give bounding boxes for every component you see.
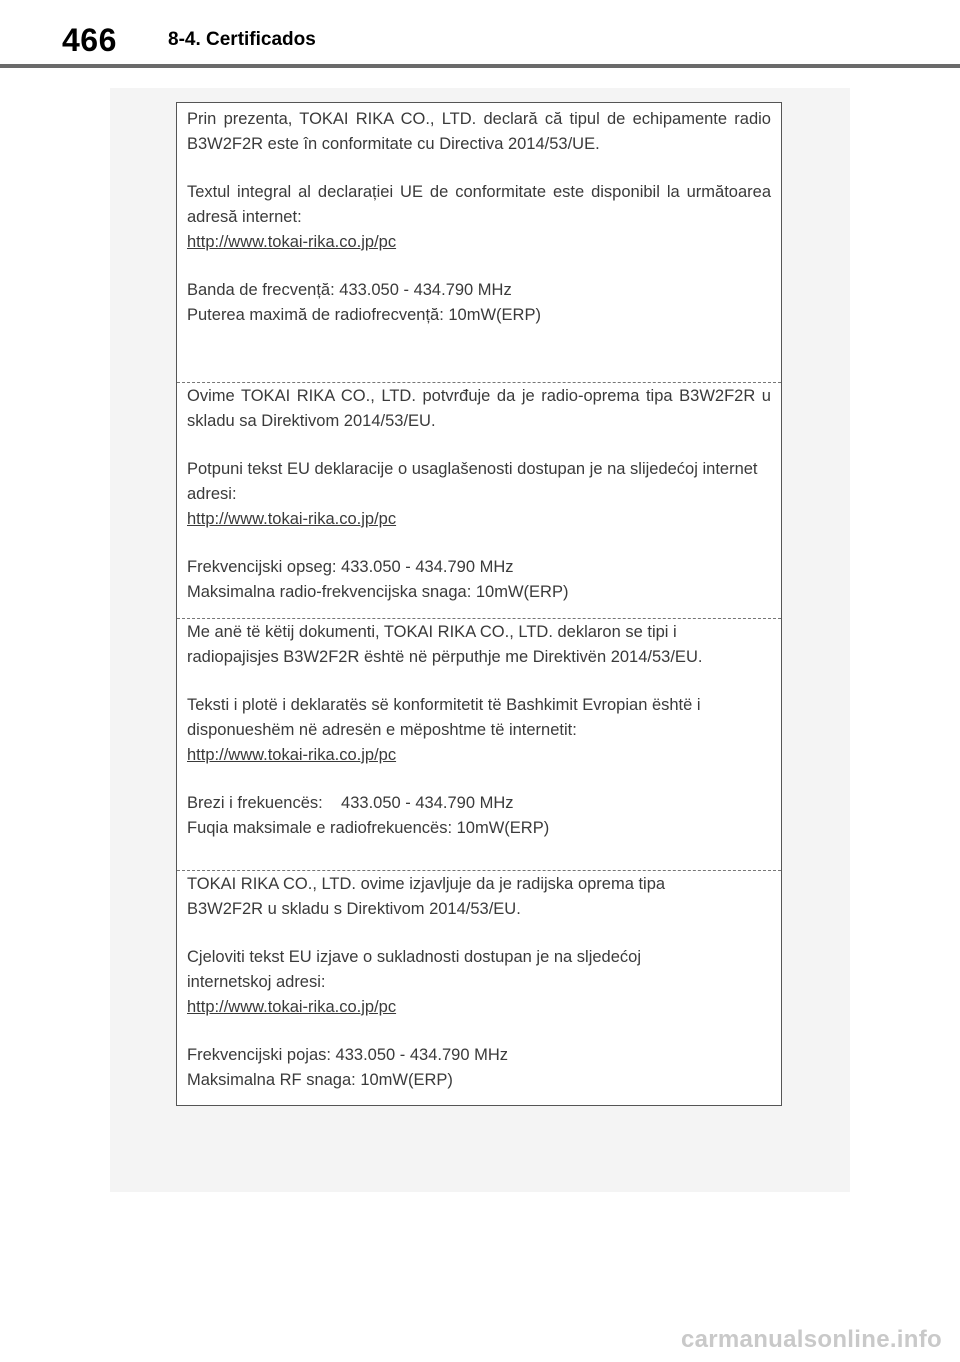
page-number: 466 (62, 22, 117, 58)
max-power: Puterea maximă de radiofrecvență: 10mW(ERP) (187, 306, 541, 324)
full-text-intro: Cjeloviti tekst EU izjave o sukladnosti dostupan je na sljedećoj internetskoj adresi: (187, 948, 641, 991)
certificate-block-romanian (177, 107, 781, 328)
page-header (0, 0, 960, 70)
full-text-intro: Teksti i plotë i deklaratës së konformitetit të Bashkimit Evropian është i disponueshëm në adresën e mëposhtme të internetit: (187, 696, 701, 739)
declaration-link[interactable]: http://www.tokai-rika.co.jp/pc (187, 998, 397, 1016)
declaration-text: Prin prezenta, TOKAI RIKA CO., LTD. declară că tipul de echipamente radio B3W2F2R este în conformitate cu Directiva 2014/53/UE. (187, 110, 771, 153)
max-power: Maksimalna RF snaga: 10mW(ERP) (187, 1071, 453, 1089)
max-power: Maksimalna radio-frekvencijska snaga: 10mW(ERP) (187, 583, 569, 601)
certificate-table (176, 102, 782, 1106)
frequency-band: Brezi i frekuencës: 433.050 - 434.790 MHz (187, 794, 514, 812)
max-power: Fuqia maksimale e radiofrekuencës: 10mW(ERP) (187, 819, 550, 837)
section-title: 8-4. Certificados (168, 29, 316, 50)
header-divider (0, 64, 960, 68)
declaration-link[interactable]: http://www.tokai-rika.co.jp/pc (187, 746, 397, 764)
declaration-text: Me anë të këtij dokumenti, TOKAI RIKA CO., LTD. deklaron se tipi i radiopajisjes B3W2F2R është në përputhje me Direktivën 2014/53/EU. (187, 623, 703, 666)
declaration-link[interactable]: http://www.tokai-rika.co.jp/pc (187, 233, 397, 251)
frequency-band: Frekvencijski pojas: 433.050 - 434.790 MHz (187, 1046, 508, 1064)
certificate-block-croatian (177, 382, 781, 605)
declaration-text: TOKAI RIKA CO., LTD. ovime izjavljuje da je radijska oprema tipa B3W2F2R u skladu s Direktivom 2014/53/EU. (187, 875, 666, 918)
full-text-intro: Textul integral al declarației UE de conformitate este disponibil la următoarea adresă internet: (187, 183, 771, 226)
frequency-band: Frekvencijski opseg: 433.050 - 434.790 MHz (187, 558, 514, 576)
declaration-link[interactable]: http://www.tokai-rika.co.jp/pc (187, 510, 397, 528)
watermark-text: carmanualsonline.info (680, 1326, 942, 1353)
certificate-block-albanian (177, 618, 781, 841)
certificate-block-bosnian (177, 870, 781, 1093)
declaration-text: Ovime TOKAI RIKA CO., LTD. potvrđuje da je radio-oprema tipa B3W2F2R u skladu sa Direktivom 2014/53/EU. (187, 387, 771, 430)
frequency-band: Banda de frecvență: 433.050 - 434.790 MHz (187, 281, 512, 299)
full-text-intro: Potpuni tekst EU deklaracije o usaglašenosti dostupan je na slijedećoj internet adresi: (187, 460, 758, 503)
